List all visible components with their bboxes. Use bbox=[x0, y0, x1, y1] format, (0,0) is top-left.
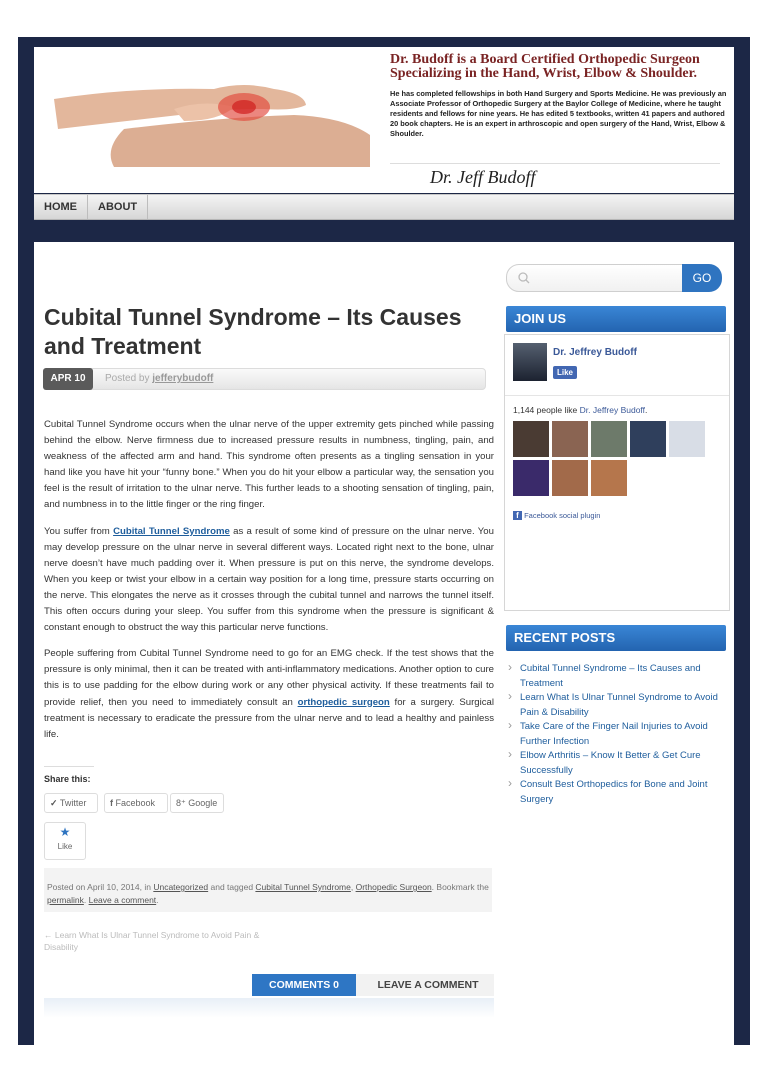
fb-like-button[interactable]: Like bbox=[553, 366, 577, 379]
category-link[interactable]: Uncategorized bbox=[153, 882, 209, 892]
recent-posts-title: RECENT POSTS bbox=[506, 625, 726, 651]
share-twitter-button[interactable]: ✓ Twitter bbox=[44, 793, 98, 813]
site-header bbox=[34, 47, 734, 193]
fb-divider bbox=[505, 395, 729, 396]
paragraph-3: People suffering from Cubital Tunnel Syndrome need to go for an EMG check. If the test shows that the pressure is only minimal, then it can be treated with anti-inflammatory medications. Another option to cure this is to use padding for the elbow during work or any other physical activity. If these treatments fail to provide relief, then you need to immediately consult an orthopedic surgeon for a surgery. Surgical treatment is necessary to eradicate the pressure from the ulnar nerve and to lead a healthy and painless life. bbox=[44, 648, 494, 740]
tab-comments[interactable]: COMMENTS 0 bbox=[252, 974, 356, 996]
posted-by-prefix: Posted by bbox=[105, 373, 150, 384]
author-link[interactable]: jefferybudoff bbox=[152, 373, 214, 384]
fan-avatar[interactable] bbox=[513, 421, 549, 457]
post-body bbox=[44, 417, 494, 753]
tab-leave-comment[interactable]: LEAVE A COMMENT bbox=[377, 979, 479, 991]
facebook-icon: f bbox=[110, 798, 113, 808]
post-date: APR 10 bbox=[43, 368, 93, 390]
facebook-like-box bbox=[504, 334, 730, 611]
fan-avatar[interactable] bbox=[552, 421, 588, 457]
tag-link-cubital[interactable]: Cubital Tunnel Syndrome bbox=[255, 882, 351, 892]
fan-avatar[interactable] bbox=[630, 421, 666, 457]
signature: Dr. Jeff Budoff bbox=[430, 167, 536, 187]
comment-section-bg bbox=[44, 998, 494, 1018]
nav-about[interactable]: ABOUT bbox=[88, 195, 148, 219]
fan-avatar[interactable] bbox=[669, 421, 705, 457]
content-area bbox=[34, 242, 734, 1045]
post-footer-meta: Posted on April 10, 2014, in Uncategorized and tagged Cubital Tunnel Syndrome, Orthopedic Surgeon. Bookmark the permalink. Leave a comment. bbox=[44, 868, 492, 912]
recent-post-link[interactable]: › Take Care of the Finger Nail Injuries to Avoid Further Infection bbox=[506, 720, 726, 749]
fb-social-plugin: f Facebook social plugin bbox=[513, 511, 600, 520]
cubital-tunnel-link[interactable]: Cubital Tunnel Syndrome bbox=[113, 525, 230, 537]
facebook-icon: f bbox=[513, 511, 522, 520]
post-meta-bar bbox=[44, 368, 486, 390]
comment-tabs bbox=[252, 974, 494, 996]
fb-count-link[interactable]: Dr. Jeffrey Budoff bbox=[579, 405, 646, 415]
paragraph-1: Cubital Tunnel Syndrome occurs when the ulnar nerve of the upper extremity gets pinched while passing behind the elbow. Nerve firmness due to increased pressure results in numbness, tingling, pain, and weakness of the affected arm and hand. This syndrome often presents as a tingling sensation in your hand like you have hit your “funny bone.” When you do hit your elbow a particular way, the sensation you feel is the result of irritation to the ulnar nerve. This further leads to a shooting sensation of tingling, pain, and numbness in to the little finger or the ring finger. bbox=[44, 419, 494, 511]
fan-avatar[interactable] bbox=[591, 460, 627, 496]
posted-by bbox=[105, 373, 213, 384]
header-bio: He has completed fellowships in both Hand Surgery and Sports Medicine. He was previously an Associate Professor of Orthopedic Surgery at the Baylor College of Medicine, where he taught residents and fellows for nine years. He has edited 5 textbooks, written 41 papers and authored 20 book chapters. He is an expert in arthroscopic and open surgery of the Hand, Wrist, Elbow & Shoulder. bbox=[390, 89, 727, 138]
recent-post-link[interactable]: › Learn What Is Ulnar Tunnel Syndrome to Avoid Pain & Disability bbox=[506, 691, 726, 720]
share-label: Share this: bbox=[44, 774, 91, 784]
join-us-title: JOIN US bbox=[506, 306, 726, 332]
orthopedic-surgeon-link[interactable]: orthopedic surgeon bbox=[297, 696, 390, 708]
leave-comment-link[interactable]: Leave a comment bbox=[88, 895, 157, 905]
star-icon: ★ bbox=[59, 825, 71, 839]
main-nav bbox=[34, 194, 734, 220]
signature-divider bbox=[390, 163, 720, 164]
avatar bbox=[513, 343, 547, 381]
google-plus-icon: 8⁺ bbox=[176, 798, 186, 808]
fan-avatar[interactable] bbox=[552, 460, 588, 496]
header-headline: Dr. Budoff is a Board Certified Orthopedic Surgeon Specializing in the Hand, Wrist, Elbow & Shoulder. bbox=[390, 52, 700, 81]
tag-link-orthopedic[interactable]: Orthopedic Surgeon bbox=[355, 882, 432, 892]
paragraph-2: You suffer from Cubital Tunnel Syndrome as a result of some kind of pressure on the ulnar nerve. You may develop pressure on the ulnar nerve in several different ways. Located right next to the bone, ulnar nerve doesn’t have much padding over it. When pressure is put on this nerve, the syndrome develops. When you keep or twist your elbow in a certain way position for a long time, pressure starts occurring on the nerve. This elongates the nerve as it crosses through the cubital tunnel and narrows the tunnel itself. This often occurs during your sleep. You suffer from this syndrome when the pressure is significant & constant enough to obstruct the way this particular nerve functions. bbox=[44, 525, 494, 634]
fan-avatar[interactable] bbox=[591, 421, 627, 457]
search-input[interactable] bbox=[506, 264, 684, 292]
fan-avatar[interactable] bbox=[513, 460, 549, 496]
fb-page-name[interactable]: Dr. Jeffrey Budoff bbox=[553, 347, 637, 358]
permalink-link[interactable]: permalink bbox=[47, 895, 84, 905]
wrist-pain-image bbox=[44, 59, 374, 167]
search-icon bbox=[517, 271, 531, 285]
post-title: Cubital Tunnel Syndrome – Its Causes and Treatment bbox=[44, 304, 462, 359]
twitter-icon: ✓ bbox=[50, 798, 58, 808]
like-button[interactable]: ★ Like bbox=[44, 822, 86, 860]
recent-post-link[interactable]: › Elbow Arthritis – Know It Better & Get Cure Successfully bbox=[506, 749, 726, 778]
recent-post-link[interactable]: › Consult Best Orthopedics for Bone and Joint Surgery bbox=[506, 778, 726, 807]
previous-post-link[interactable]: ← Learn What Is Ulnar Tunnel Syndrome to Avoid Pain & Disability bbox=[44, 930, 260, 952]
recent-post-link[interactable]: › Cubital Tunnel Syndrome – Its Causes and Treatment bbox=[506, 662, 726, 691]
share-divider bbox=[44, 766, 94, 767]
nav-home[interactable]: HOME bbox=[34, 195, 88, 219]
search-go-button[interactable]: GO bbox=[682, 264, 722, 292]
recent-posts-list bbox=[506, 662, 726, 807]
fb-faces bbox=[513, 421, 733, 499]
fb-like-count: 1,144 people like Dr. Jeffrey Budoff. bbox=[513, 405, 648, 415]
share-facebook-button[interactable]: f Facebook bbox=[104, 793, 168, 813]
share-google-button[interactable]: 8⁺ Google bbox=[170, 793, 224, 813]
